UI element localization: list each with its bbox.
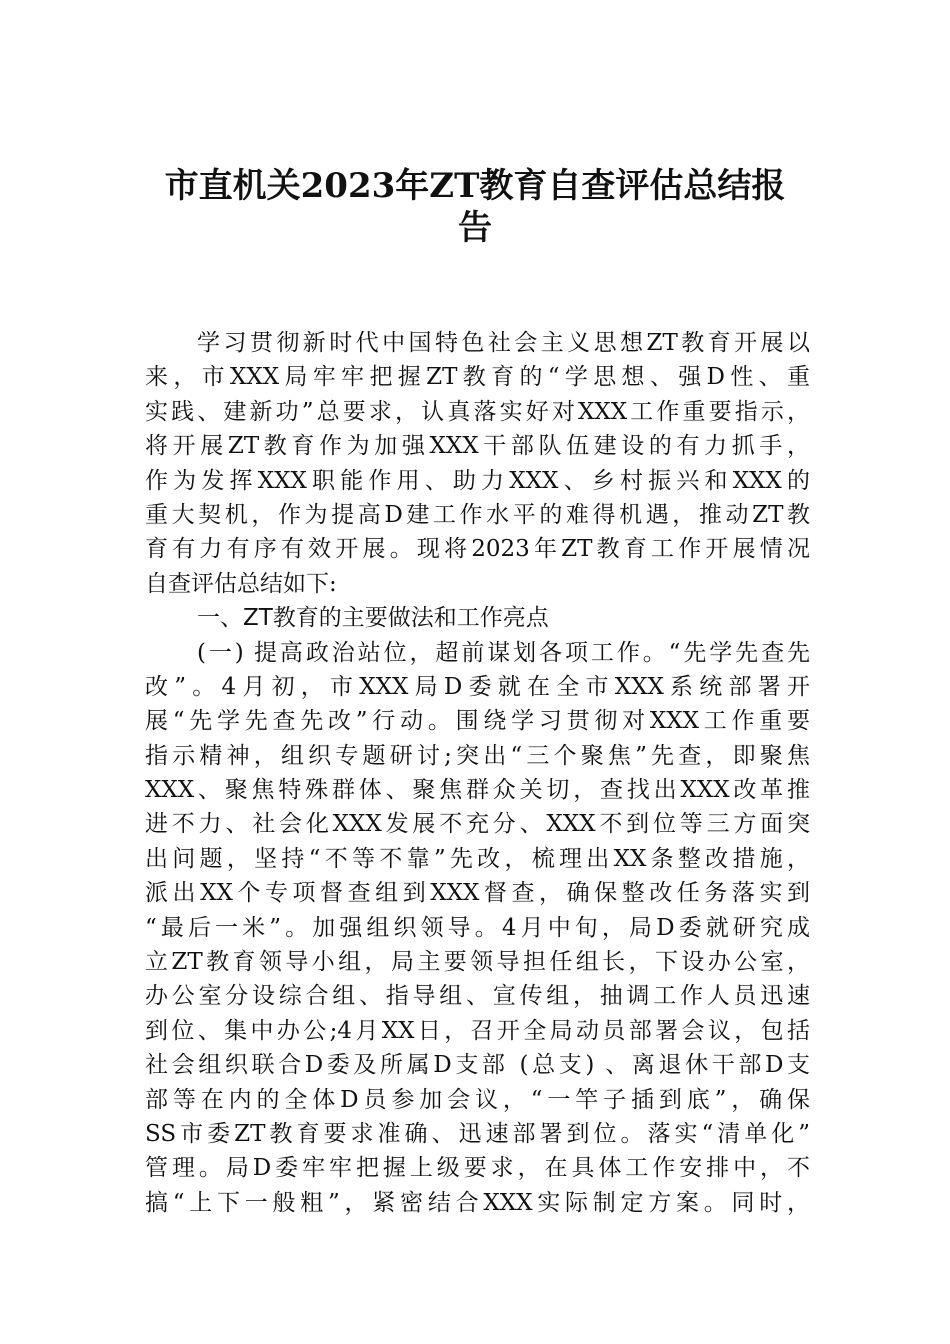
document-title-line-2: 告 <box>458 208 492 248</box>
para2-line: 派出XX个专项督查组到XXX督查，确保整改任务落实到 <box>145 880 810 907</box>
para1-line: 将开展ZT教育作为加强XXX干部队伍建设的有力抓手， <box>145 433 810 460</box>
para2-line: 部等在内的全体D员参加会议，“一竿子插到底”，确保 <box>145 1086 810 1113</box>
para1-line: 重大契机，作为提高D建工作水平的难得机遇，推动ZT教 <box>145 501 810 528</box>
para2-line: 展“先学先查先改”行动。围绕学习贯彻对XXX工作重要 <box>145 708 810 735</box>
para2-line: 社会组织联合D委及所属D支部 (总支) 、离退休干部D支 <box>145 1052 810 1079</box>
para2-line: 搞“上下一般粗”，紧密结合XXX实际制定方案。同时， <box>145 1189 810 1216</box>
document-body <box>145 326 810 1220</box>
para2-line: 出问题，坚持“不等不靠”先改，梳理出XX条整改措施， <box>145 845 810 872</box>
section-heading: 一、ZT教育的主要做法和工作亮点 <box>197 605 549 632</box>
para2-line: 办公室分设综合组、指导组、宣传组，抽调工作人员迅速 <box>145 983 810 1010</box>
para1-line: 自查评估总结如下: <box>145 570 337 597</box>
para2-line: 立ZT教育领导小组，局主要领导担任组长，下设办公室， <box>145 949 810 976</box>
para2-line: 指示精神，组织专题研讨;突出“三个聚焦”先查，即聚焦 <box>145 742 810 769</box>
para1-line: 作为发挥XXX职能作用、助力XXX、乡村振兴和XXX的 <box>145 467 810 494</box>
para2-line: 到位、集中办公;4月XX日，召开全局动员部署会议，包括 <box>145 1017 810 1044</box>
para2-line: XXX、聚焦特殊群体、聚焦群众关切，查找出XXX改革推 <box>145 777 810 804</box>
para1-line: 学习贯彻新时代中国特色社会主义思想ZT教育开展以 <box>197 330 810 356</box>
para2-line: “最后一米”。加强组织领导。4月中旬，局D委就研究成 <box>145 914 810 941</box>
para1-line: 来，市XXX局牢牢把握ZT教育的“学思想、强D性、重 <box>145 364 810 391</box>
para2-line: 进不力、社会化XXX发展不充分、XXX不到位等三方面突 <box>145 811 810 838</box>
para1-line: 实践、建新功”总要求，认真落实好对XXX工作重要指示， <box>145 398 810 425</box>
para1-line: 育有力有序有效开展。现将2023年ZT教育工作开展情况 <box>145 536 810 563</box>
para2-line: SS市委ZT教育要求准确、迅速部署到位。落实“清单化” <box>145 1120 810 1147</box>
para2-line: 管理。局D委牢牢把握上级要求，在具体工作安排中，不 <box>145 1155 810 1182</box>
para2-line: 改”。4月初，市XXX局D委就在全市XXX系统部署开 <box>145 673 810 700</box>
para2-line: (一) 提高政治站位，超前谋划各项工作。“先学先查先 <box>197 639 810 666</box>
document-title-line-1: 市直机关2023年ZT教育自查评估总结报 <box>164 166 786 206</box>
